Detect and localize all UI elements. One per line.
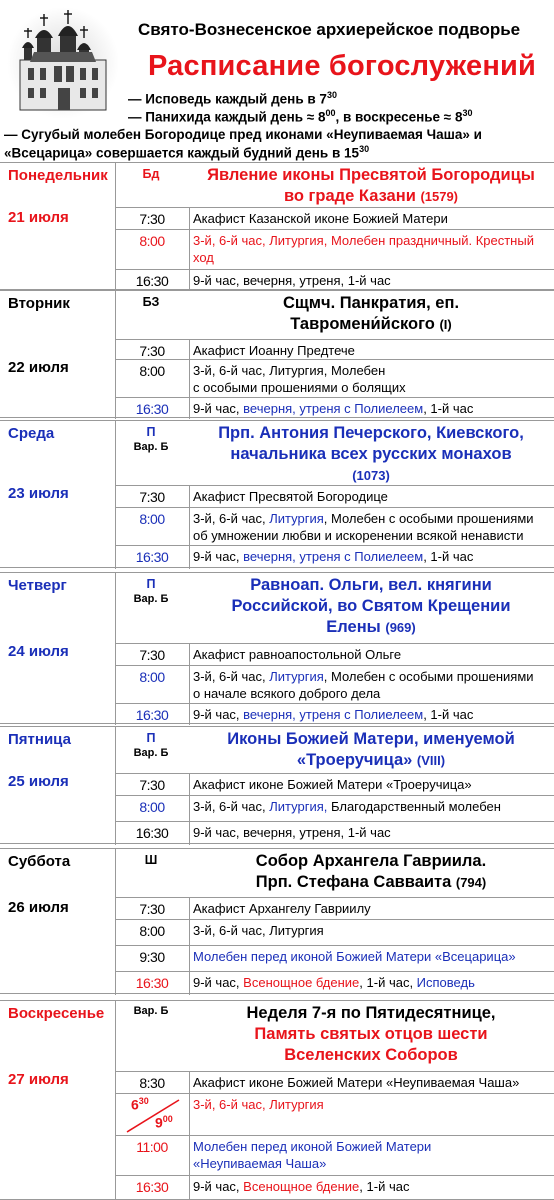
service-desc: 9-й час, вечерня, утреня, 1-й час (193, 825, 391, 840)
service-desc: Молебен перед иконой Божией Матери «Всецарица» (193, 949, 516, 964)
service-row (115, 507, 554, 545)
service-time: 16:30 (135, 825, 169, 841)
service-desc: 3-й, 6-й час, Литургия, Молебен с особыми прошениями об умножении любви и искоренении всякой ненависти (193, 511, 534, 543)
day-name: Вторник (8, 295, 70, 312)
service-desc: Акафист Казанской иконе Божией Матери (193, 211, 448, 226)
service-desc: 9-й час, Всенощное бдение, 1-й час (193, 1179, 410, 1194)
feast-title: Прп. Антония Печерского, Киевского, начальника всех русских монахов (1073) (218, 424, 524, 483)
service-time: 8:00 (139, 923, 165, 939)
service-row (115, 795, 554, 821)
service-time-2: $9^{00}$ (155, 1114, 173, 1131)
service-desc: Акафист Пресвятой Богородице (193, 489, 388, 504)
service-time: 7:30 (139, 211, 165, 227)
service-row (115, 269, 554, 291)
service-row (115, 229, 554, 269)
service-row (115, 397, 554, 419)
service-code: БЗ (142, 295, 160, 309)
service-time: 8:00 (139, 799, 165, 815)
note-panikhida: — Панихида каждый день ≈ $8^{00}$, в воскресенье ≈ $8^{30}$ (128, 108, 473, 125)
feast-title: Равноап. Ольги, вел. княгини Российской, во Святом Крещении Елены (969) (231, 576, 511, 636)
day-date: 26 июля (8, 899, 69, 916)
day-saturday (0, 848, 554, 994)
variant-label: Вар. Б (133, 747, 169, 759)
service-row (115, 821, 554, 845)
variant-label: Вар. Б (133, 593, 169, 605)
day-date: 22 июля (8, 359, 69, 376)
day-tuesday (0, 290, 554, 418)
day-monday (0, 162, 554, 290)
service-code: Бд (142, 167, 160, 181)
day-sunday (0, 1000, 554, 1200)
service-row (115, 1071, 554, 1093)
service-row (115, 665, 554, 703)
service-desc: 9-й час, вечерня, утреня, 1-й час (193, 273, 391, 288)
service-desc: Акафист Архангелу Гавриилу (193, 901, 371, 916)
service-time: 8:00 (139, 363, 165, 379)
service-desc: Акафист Иоанну Предтече (193, 343, 355, 358)
day-date: 24 июля (8, 643, 69, 660)
service-time: 8:00 (139, 669, 165, 685)
day-date: 25 июля (8, 773, 69, 790)
feast-title: Неделя 7-я по Пятидесятнице, Память святых отцов шести Вселенских Соборов (246, 1004, 496, 1064)
service-row (115, 359, 554, 397)
service-time: 16:30 (135, 549, 169, 565)
day-wednesday (0, 420, 554, 568)
service-desc: Акафист равноапостольной Ольге (193, 647, 402, 662)
service-row (115, 545, 554, 569)
page-title: Расписание богослужений (148, 50, 537, 82)
service-time: 7:30 (139, 777, 165, 793)
service-row (115, 207, 554, 229)
service-time: 9:30 (139, 949, 165, 965)
service-row (115, 643, 554, 665)
feast-title: Сщмч. Панкратия, еп. Тавромени́йского (I) (282, 294, 460, 333)
service-time: 7:30 (139, 647, 165, 663)
org-name: Свято-Вознесенское архиерейское подворье (138, 20, 521, 39)
service-desc: 9-й час, Всенощное бдение, 1-й час, Исповедь (193, 975, 475, 990)
feast-title: Явление иконы Пресвятой Богородицы во граде Казани (1579) (207, 166, 535, 205)
service-desc: 3-й, 6-й час, Литургия, Благодарственный молебен (193, 799, 501, 814)
split-time (115, 1094, 189, 1136)
service-time: 7:30 (139, 901, 165, 917)
service-row (115, 897, 554, 919)
header (0, 0, 554, 162)
day-thursday (0, 572, 554, 724)
service-desc: 9-й час, вечерня, утреня с Полиелеем, 1-й час (193, 707, 474, 722)
service-row (115, 945, 554, 971)
service-time: 7:30 (139, 489, 165, 505)
feast-title: Собор Архангела Гавриила. Прп. Стефана Савваита (794) (255, 852, 487, 891)
service-desc: 3-й, 6-й час, Литургия, Молебен праздничный. Крестный ход (193, 233, 534, 265)
service-row (115, 339, 554, 359)
variant-label: Вар. Б (133, 1005, 169, 1017)
service-row (115, 485, 554, 507)
service-row (115, 919, 554, 945)
service-desc: 3-й, 6-й час, Литургия, Молебен с особыми прошениями о начале всякого доброго дела (193, 669, 534, 701)
service-time: 8:00 (139, 233, 165, 249)
service-time: 16:30 (135, 273, 169, 289)
service-time-1: $6^{30}$ (131, 1096, 149, 1113)
service-time: 16:30 (135, 975, 169, 991)
service-desc: Акафист иконе Божией Матери «Неупиваемая Чаша» (193, 1075, 520, 1090)
service-row (115, 1093, 554, 1135)
day-friday (0, 726, 554, 844)
service-time: 11:00 (136, 1139, 168, 1155)
service-code: П (146, 731, 156, 745)
service-desc: 3-й, 6-й час, Литургия (193, 923, 324, 938)
service-time: 7:30 (139, 343, 165, 359)
service-code: П (146, 577, 156, 591)
service-row (115, 703, 554, 725)
service-code: П (146, 425, 156, 439)
day-name: Пятница (8, 731, 71, 748)
day-date: 23 июля (8, 485, 69, 502)
feast-title: Иконы Божией Матери, именуемой «Троеручица» (VIII) (227, 730, 515, 769)
day-date: 21 июля (8, 209, 69, 226)
service-desc: Акафист иконе Божией Матери «Троеручица» (193, 777, 472, 792)
service-desc: 9-й час, вечерня, утреня с Полиелеем, 1-й час (193, 401, 474, 416)
day-name: Воскресенье (8, 1005, 105, 1022)
variant-label: Вар. Б (133, 441, 169, 453)
note-moleben-line2: «Всецарица» совершается каждый будний день в $15^{30}$ (4, 144, 370, 161)
service-row (115, 971, 554, 995)
service-time: 8:30 (139, 1075, 165, 1091)
service-time: 16:30 (135, 1179, 169, 1195)
day-name: Среда (8, 425, 55, 442)
service-time: 16:30 (135, 401, 169, 417)
service-time: 8:00 (139, 511, 165, 527)
service-desc: Молебен перед иконой Божией Матери «Неупиваемая Чаша» (193, 1139, 432, 1171)
service-row (115, 1135, 554, 1175)
service-time: 16:30 (135, 707, 169, 723)
service-desc: 3-й, 6-й час, Литургия (193, 1097, 324, 1112)
day-name: Понедельник (8, 167, 108, 184)
service-row (115, 1175, 554, 1200)
note-confession: — Исповедь каждый день в $7^{30}$ (128, 90, 337, 107)
service-row (115, 773, 554, 795)
note-moleben-line1: — Сугубый молебен Богородице пред иконами «Неупиваемая Чаша» и (4, 127, 482, 142)
service-desc: 3-й, 6-й час, Литургия, Молебен с особыми прошениями о болящих (193, 363, 406, 395)
day-name: Четверг (8, 577, 67, 594)
service-code: Ш (144, 853, 158, 867)
day-date: 27 июля (8, 1071, 69, 1088)
service-desc: 9-й час, вечерня, утреня с Полиелеем, 1-й час (193, 549, 474, 564)
church-icon (4, 4, 122, 122)
day-name: Суббота (8, 853, 71, 870)
